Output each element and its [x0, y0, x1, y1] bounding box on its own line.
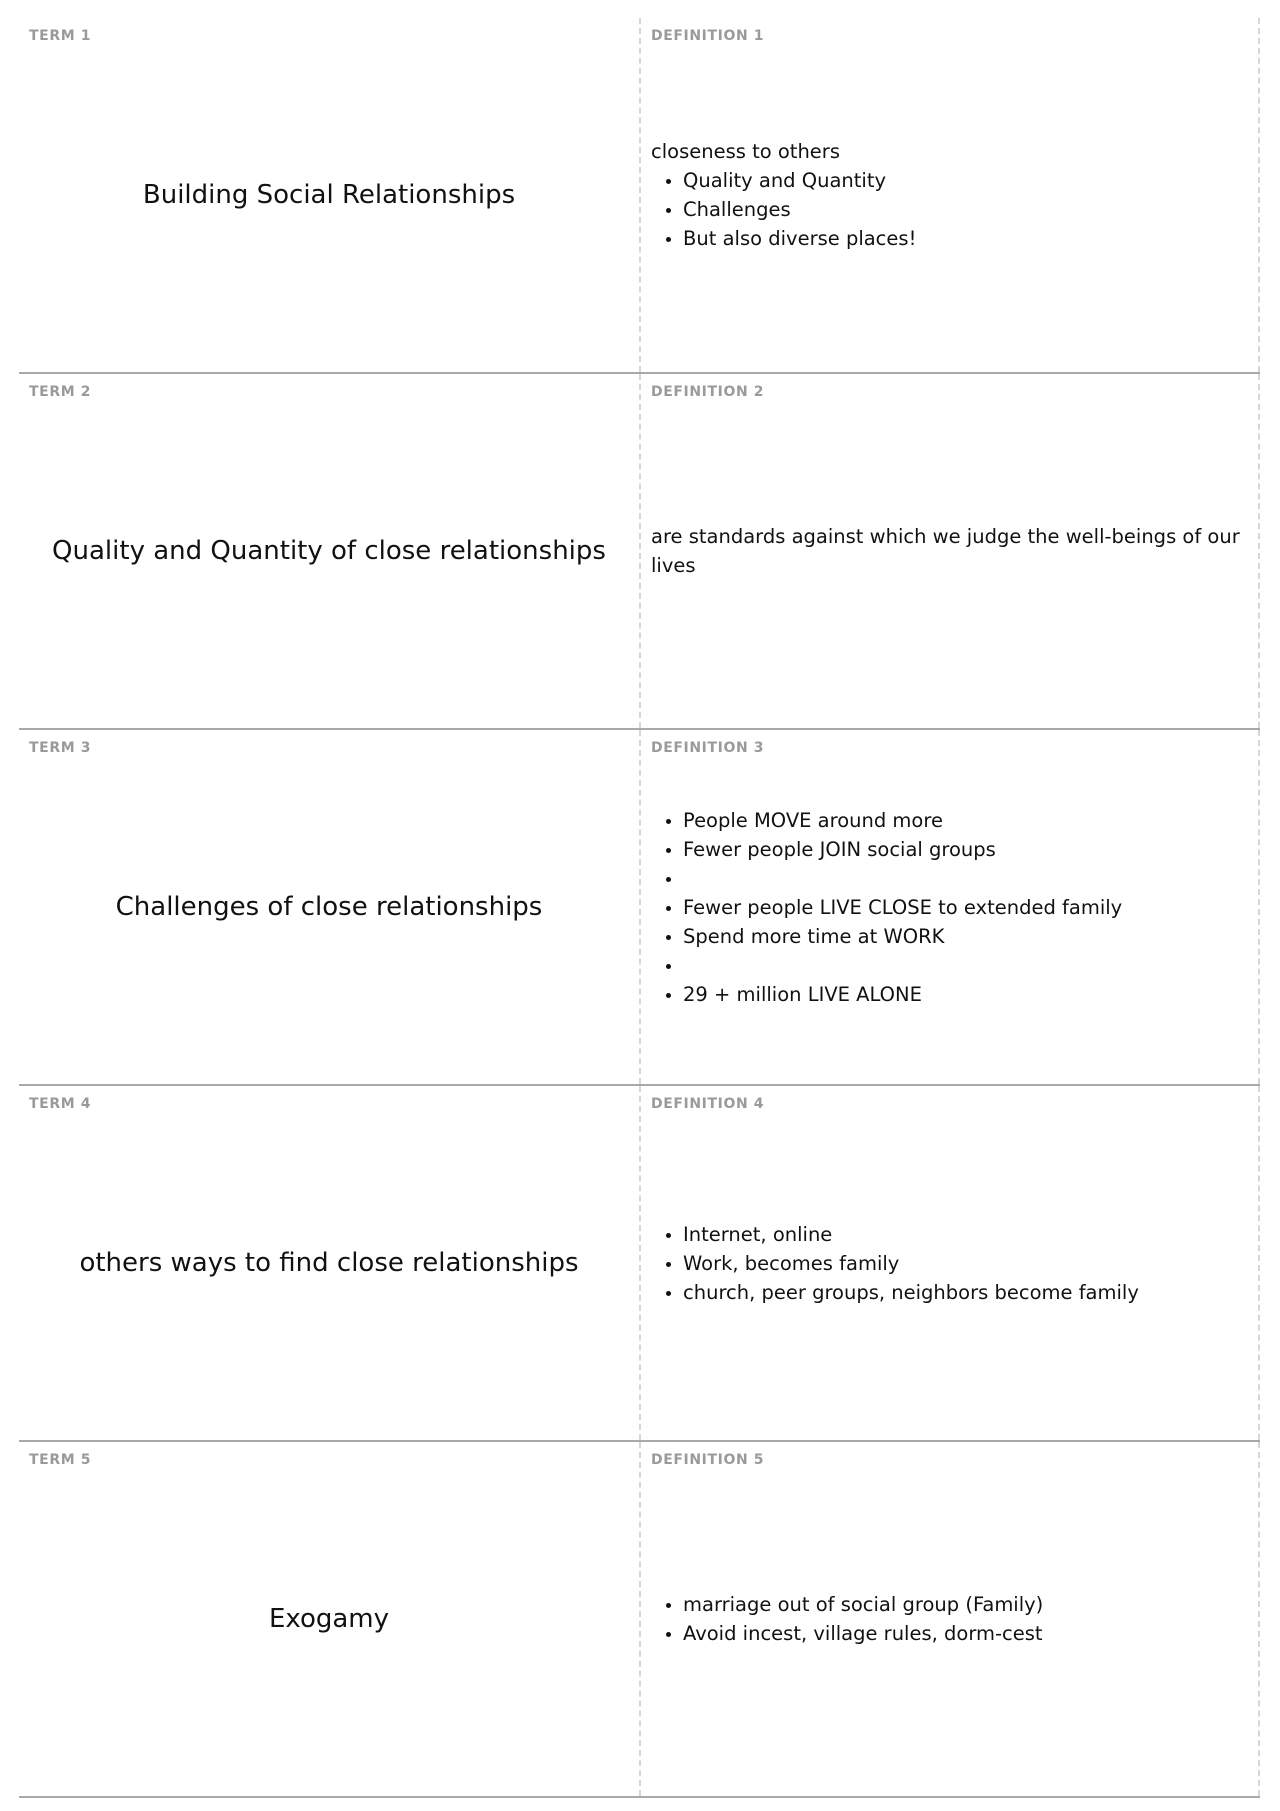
- flashcard-3: [19, 730, 1260, 1086]
- flashcard-4: [19, 1086, 1260, 1442]
- term-text: Building Social Relationships: [142, 180, 516, 210]
- definition-body: [651, 1086, 1240, 1440]
- term-label: TERM 5: [29, 1452, 92, 1468]
- definition-bullet-empty: [683, 864, 1240, 893]
- definition-cell: [641, 374, 1260, 728]
- term-label: TERM 3: [29, 740, 92, 756]
- term-cell: [19, 18, 641, 372]
- definition-bullet: • Internet, online: [683, 1220, 1240, 1249]
- definition-bullet: • People MOVE around more: [683, 806, 1240, 835]
- term-text: Quality and Quantity of close relationships: [52, 536, 606, 566]
- definition-cell: [641, 1442, 1260, 1796]
- term-label: TERM 2: [29, 384, 92, 400]
- definition-bullet: • Avoid incest, village rules, dorm-cest: [683, 1619, 1240, 1648]
- definition-bullet-list: [651, 1590, 1240, 1648]
- definition-cell: [641, 18, 1260, 372]
- definition-bullet: • church, peer groups, neighbors become family: [683, 1278, 1240, 1307]
- definition-cell: [641, 1086, 1260, 1440]
- definition-bullet: • Spend more time at WORK: [683, 922, 1240, 951]
- definition-bullet-list: [651, 1220, 1240, 1307]
- definition-cell: [641, 730, 1260, 1084]
- definition-label: DEFINITION 3: [651, 740, 765, 756]
- flashcard-5: [19, 1442, 1260, 1798]
- definition-body: [651, 1442, 1240, 1796]
- definition-bullet-list: [651, 166, 1240, 253]
- term-label: TERM 1: [29, 28, 92, 44]
- term-cell: [19, 374, 641, 728]
- definition-bullet: • But also diverse places!: [683, 224, 1240, 253]
- definition-body: [651, 374, 1240, 728]
- definition-bullet: • Fewer people JOIN social groups: [683, 835, 1240, 864]
- definition-bullet: • marriage out of social group (Family): [683, 1590, 1240, 1619]
- term-text: Exogamy: [268, 1604, 390, 1634]
- definition-bullet: • 29 + million LIVE ALONE: [683, 980, 1240, 1009]
- definition-bullet: • Quality and Quantity: [683, 166, 1240, 195]
- flashcard-1: [19, 18, 1260, 374]
- term-text: Challenges of close relationships: [115, 892, 543, 922]
- term-cell: [19, 730, 641, 1084]
- definition-label: DEFINITION 1: [651, 28, 765, 44]
- definition-label: DEFINITION 2: [651, 384, 765, 400]
- definition-label: DEFINITION 5: [651, 1452, 765, 1468]
- definition-label: DEFINITION 4: [651, 1096, 765, 1112]
- definition-text: closeness to others: [651, 140, 840, 163]
- flashcard-sheet: [19, 18, 1260, 1798]
- definition-bullet-list: [651, 806, 1240, 1009]
- definition-bullet-empty: [683, 951, 1240, 980]
- definition-bullet: • Work, becomes family: [683, 1249, 1240, 1278]
- term-cell: [19, 1442, 641, 1796]
- term-text: others ways to find close relationships: [79, 1248, 579, 1278]
- definition-body: [651, 730, 1240, 1084]
- term-label: TERM 4: [29, 1096, 92, 1112]
- definition-text: are standards against which we judge the well-beings of our lives: [651, 525, 1240, 577]
- definition-body: [651, 18, 1240, 372]
- definition-bullet: • Challenges: [683, 195, 1240, 224]
- definition-bullet: • Fewer people LIVE CLOSE to extended family: [683, 893, 1240, 922]
- flashcard-2: [19, 374, 1260, 730]
- term-cell: [19, 1086, 641, 1440]
